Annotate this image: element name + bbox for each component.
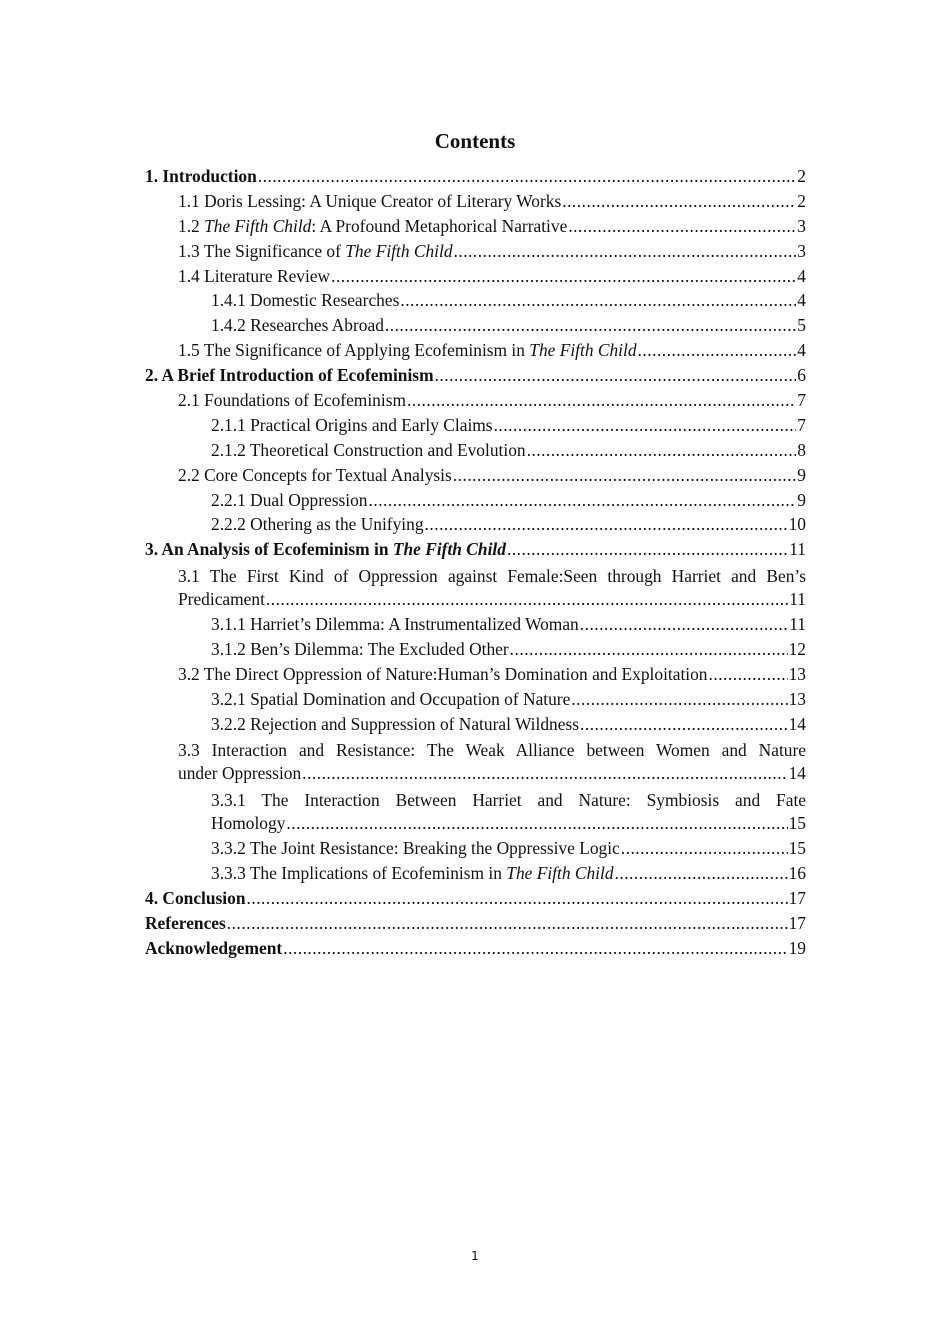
toc-entry-text: 2.2 Core Concepts for Textual Analysis [178, 464, 452, 485]
toc-entry-title [178, 241, 453, 262]
toc-entry-title [211, 315, 384, 336]
toc-entry-title [178, 763, 301, 784]
toc-entry-text: 3.3.3 The Implications of Ecofeminism in [211, 862, 507, 883]
toc-page-number: 7 [797, 390, 806, 411]
toc-leader-dots [302, 763, 787, 784]
toc-leader-dots [568, 216, 796, 237]
toc-entry-text: 2.1 Foundations of Ecofeminism [178, 390, 406, 411]
toc-entry-first-line: 3.1 The First Kind of Oppression against Female:Seen through Harriet and Ben’s [178, 566, 806, 587]
toc-entry-text: 3.1.2 Ben’s Dilemma: The Excluded Other [211, 638, 509, 659]
toc-page-number: 15 [788, 813, 806, 834]
toc-entry-text: Acknowledgement [145, 937, 283, 958]
toc-page-number: 3 [797, 240, 806, 261]
toc-entry-title [211, 639, 509, 660]
toc-entry-title [178, 664, 708, 685]
toc-entry-title [211, 440, 526, 461]
toc-entry-text: Predicament [178, 589, 265, 610]
toc-page-number: 4 [797, 340, 806, 361]
toc-leader-dots [580, 714, 788, 735]
toc-page-number: 2 [797, 190, 806, 211]
toc-entry-level-1[interactable] [145, 888, 806, 913]
toc-entry-level-2[interactable] [145, 564, 806, 614]
toc-entry-title [211, 290, 399, 311]
toc-entry-title [211, 514, 424, 535]
toc-entry-level-3[interactable] [145, 863, 806, 888]
toc-leader-dots [453, 465, 797, 486]
toc-entry-text: 3.3.2 The Joint Resistance: Breaking the Oppressive Logic [211, 838, 620, 859]
toc-entry-first-line: 3.3.1 The Interaction Between Harriet and Nature: Symbiosis and Fate [211, 790, 806, 811]
toc-leader-dots [638, 340, 797, 361]
toc-entry-level-3[interactable] [145, 788, 806, 838]
toc-leader-dots [562, 191, 796, 212]
toc-entry-text: 1.4.1 Domestic Researches [211, 290, 400, 311]
toc-entry-title [178, 589, 265, 610]
toc-entry-level-2[interactable] [145, 340, 806, 365]
toc-page-number: 4 [797, 290, 806, 311]
toc-entry-text: 3. An Analysis of Ecofeminism in [145, 539, 393, 560]
toc-entry-title [211, 813, 285, 834]
toc-entry-level-2[interactable] [145, 266, 806, 291]
toc-page-number: 6 [797, 365, 806, 386]
toc-page-number: 2 [797, 166, 806, 186]
toc-page-number: 5 [797, 315, 806, 336]
toc-page-number: 13 [788, 688, 806, 709]
toc-page-number: 8 [797, 439, 806, 460]
toc-page-number: 15 [788, 838, 806, 859]
toc-entry-text: 4. Conclusion [145, 887, 246, 908]
toc-leader-dots [621, 838, 788, 859]
table-of-contents [145, 166, 806, 963]
toc-leader-dots [258, 166, 797, 187]
toc-entry-level-1[interactable] [145, 938, 806, 963]
toc-leader-dots [527, 440, 797, 461]
toc-entry-level-3[interactable] [145, 514, 806, 539]
toc-entry-text: under Oppression [178, 763, 302, 784]
toc-entry-first-line: 3.3 Interaction and Resistance: The Weak Alliance between Women and Nature [178, 740, 806, 761]
toc-entry-italic-title: The Fifth Child [506, 862, 614, 883]
toc-leader-dots [407, 390, 796, 411]
toc-entry-level-1[interactable] [145, 913, 806, 938]
toc-entry-continuation [178, 589, 806, 614]
toc-page-number: 7 [797, 414, 806, 435]
toc-page-number: 13 [788, 663, 806, 684]
toc-entry-text: 3.2.2 Rejection and Suppression of Natural Wildness [211, 713, 579, 734]
toc-page-number: 10 [788, 514, 806, 535]
toc-entry-text: 1. Introduction [145, 166, 257, 186]
toc-entry-title [211, 838, 620, 859]
toc-entry-level-2[interactable] [145, 738, 806, 788]
toc-entry-text: 3.2.1 Spatial Domination and Occupation of Nature [211, 688, 571, 709]
toc-page-number: 11 [789, 539, 806, 560]
toc-leader-dots [286, 813, 787, 834]
toc-entry-title [145, 938, 282, 959]
toc-leader-dots [510, 639, 788, 660]
toc-entry-text: 3.2 The Direct Oppression of Nature:Human’s Domination and Exploitation [178, 663, 708, 684]
toc-entry-title [178, 465, 452, 486]
toc-entry-text: 1.4.2 Researches Abroad [211, 315, 384, 336]
toc-leader-dots [454, 241, 797, 262]
toc-entry-title [145, 913, 226, 934]
contents-title: Contents [434, 129, 516, 153]
toc-leader-dots [435, 365, 797, 386]
toc-entry-text: Homology [211, 813, 286, 834]
toc-entry-level-3[interactable] [145, 639, 806, 664]
toc-page-number: 9 [797, 464, 806, 485]
toc-entry-title [178, 216, 567, 237]
page-number: 1 [471, 1249, 479, 1263]
toc-entry-level-3[interactable] [145, 415, 806, 440]
toc-entry-level-2[interactable] [145, 664, 806, 689]
toc-leader-dots [709, 664, 788, 685]
toc-entry-text: 1.5 The Significance of Applying Ecofeminism in [178, 340, 530, 361]
toc-leader-dots [425, 514, 788, 535]
toc-entry-level-1[interactable] [145, 365, 806, 390]
toc-leader-dots [571, 689, 787, 710]
toc-entry-text: 2.2.1 Dual Oppression [211, 489, 368, 510]
toc-entry-italic-title: The Fifth Child [529, 340, 637, 361]
toc-leader-dots [247, 888, 788, 909]
toc-entry-title [211, 714, 579, 735]
toc-entry-text: 2. A Brief Introduction of Ecofeminism [145, 365, 434, 386]
toc-page-number: 19 [788, 937, 806, 958]
toc-entry-level-3[interactable] [145, 440, 806, 465]
toc-entry-level-3[interactable] [145, 714, 806, 739]
toc-entry-level-1[interactable] [145, 166, 806, 191]
toc-leader-dots [400, 290, 796, 311]
toc-entry-italic-title: The Fifth Child [204, 215, 312, 236]
toc-entry-title [178, 340, 637, 361]
toc-leader-dots [494, 415, 797, 436]
toc-entry-level-3[interactable] [145, 290, 806, 315]
toc-entry-level-2[interactable] [145, 390, 806, 415]
toc-leader-dots [266, 589, 788, 610]
toc-leader-dots [227, 913, 788, 934]
toc-page-number: 17 [788, 887, 806, 908]
toc-entry-title [178, 266, 330, 287]
toc-entry-level-3[interactable] [145, 838, 806, 863]
toc-entry-title [145, 539, 506, 560]
toc-leader-dots [580, 614, 789, 635]
toc-entry-text-after: : A Profound Metaphorical Narrative [311, 215, 568, 236]
toc-entry-level-3[interactable] [145, 614, 806, 639]
toc-entry-continuation [211, 813, 806, 838]
toc-page-number: 11 [789, 614, 806, 635]
toc-entry-level-3[interactable] [145, 315, 806, 340]
toc-entry-level-2[interactable] [145, 216, 806, 241]
toc-leader-dots [507, 539, 788, 560]
toc-leader-dots [369, 490, 797, 511]
toc-entry-text: 2.1.2 Theoretical Construction and Evolution [211, 439, 526, 460]
toc-entry-title [145, 888, 246, 909]
toc-entry-text: 1.3 The Significance of [178, 240, 346, 261]
toc-page-number: 9 [797, 489, 806, 510]
toc-page-number: 17 [788, 912, 806, 933]
toc-entry-italic-title: The Fifth Child [392, 539, 506, 560]
toc-leader-dots [331, 266, 796, 287]
toc-page-number: 14 [788, 713, 806, 734]
toc-entry-level-1[interactable] [145, 539, 806, 564]
toc-leader-dots [385, 315, 796, 336]
toc-entry-level-3[interactable] [145, 490, 806, 515]
toc-entry-text: 1.4 Literature Review [178, 265, 331, 286]
toc-page-number: 3 [797, 215, 806, 236]
toc-page-number: 4 [797, 265, 806, 286]
toc-entry-title [211, 415, 493, 436]
toc-entry-title [145, 166, 257, 187]
toc-entry-text: 2.2.2 Othering as the Unifying [211, 514, 424, 535]
toc-entry-text: 2.1.1 Practical Origins and Early Claims [211, 414, 493, 435]
toc-entry-title [211, 689, 570, 710]
toc-entry-text: 1.2 [178, 215, 205, 236]
toc-page-number: 14 [788, 763, 806, 784]
toc-entry-level-2[interactable] [145, 191, 806, 216]
toc-page-number: 12 [788, 638, 806, 659]
toc-page-number: 16 [788, 862, 806, 883]
toc-entry-title [178, 191, 561, 212]
toc-page-number: 11 [789, 589, 806, 610]
toc-entry-text: 1.1 Doris Lessing: A Unique Creator of Literary Works [178, 190, 562, 211]
toc-entry-italic-title: The Fifth Child [345, 240, 453, 261]
toc-entry-level-3[interactable] [145, 689, 806, 714]
toc-leader-dots [283, 938, 787, 959]
toc-leader-dots [615, 863, 788, 884]
toc-entry-level-2[interactable] [145, 465, 806, 490]
toc-entry-text: 3.1.1 Harriet’s Dilemma: A Instrumentalized Woman [211, 614, 579, 635]
toc-entry-title [145, 365, 434, 386]
toc-entry-text: References [145, 912, 226, 933]
toc-entry-title [211, 490, 368, 511]
toc-entry-title [178, 390, 406, 411]
toc-entry-title [211, 863, 614, 884]
toc-entry-level-2[interactable] [145, 241, 806, 266]
toc-entry-continuation [178, 763, 806, 788]
toc-entry-title [211, 614, 579, 635]
